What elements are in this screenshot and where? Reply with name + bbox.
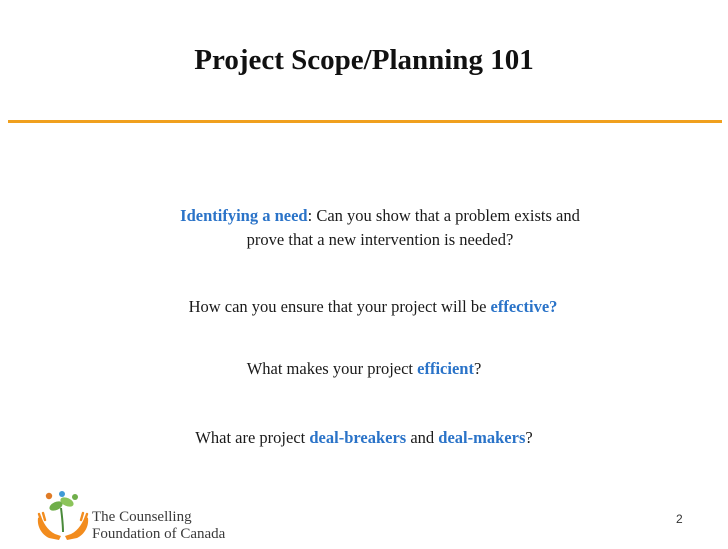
- paragraph-deal-breakers: [0, 426, 728, 450]
- highlight-effective: effective?: [490, 297, 558, 316]
- page-number: 2: [676, 512, 683, 526]
- paragraph-efficient: [0, 357, 728, 381]
- org-name-line: Foundation of Canada: [92, 526, 226, 542]
- paragraph-identifying-need: [0, 204, 728, 252]
- paragraph-effective: [0, 295, 728, 319]
- highlight-efficient: efficient: [417, 359, 474, 378]
- hands-with-sprout-icon: [35, 490, 91, 544]
- text-segment: ?: [473, 359, 482, 378]
- slide-title: Project Scope/Planning 101: [194, 44, 534, 76]
- text-segment: How can you ensure that your project will be: [188, 297, 491, 316]
- text-segment: : Can you show that a problem exists and: [307, 206, 580, 225]
- org-name-line: The Counselling: [92, 509, 192, 525]
- highlight-deal-makers: deal-makers: [438, 428, 526, 447]
- text-segment: ?: [525, 428, 533, 447]
- highlight-deal-breakers: deal-breakers: [309, 428, 407, 447]
- text-segment: and: [406, 428, 439, 447]
- title-divider: [8, 120, 722, 123]
- text-segment: What are project: [195, 428, 310, 447]
- highlight-identifying-need: Identifying a need: [180, 206, 308, 225]
- organization-name: [92, 509, 225, 543]
- paragraph-line: [0, 204, 728, 228]
- paragraph-line: prove that a new intervention is needed?: [246, 230, 514, 249]
- text-segment: What makes your project: [246, 359, 418, 378]
